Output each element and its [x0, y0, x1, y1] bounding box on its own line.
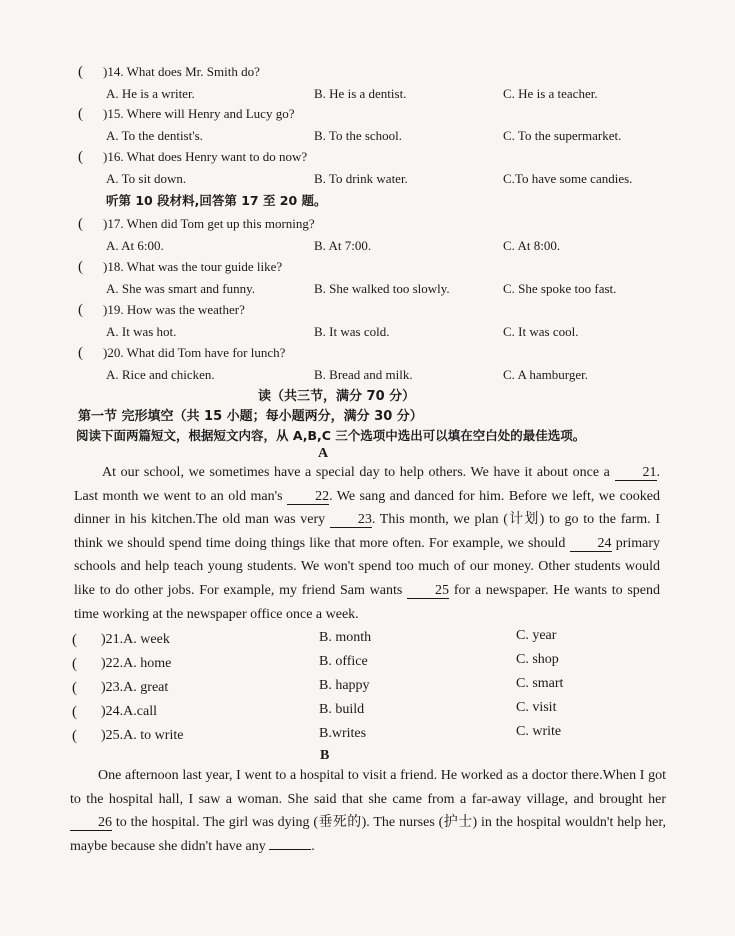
blank-26: 26 — [70, 816, 112, 831]
blank-25: 25 — [407, 584, 449, 599]
blank-23: 23 — [330, 513, 372, 528]
answer-paren[interactable]: ( — [78, 259, 83, 275]
option-b: B. month — [319, 630, 372, 645]
passage-a-text-2: . Last month we went to an old man's — [74, 465, 661, 504]
answer-paren[interactable]: ( — [72, 704, 77, 720]
passage-a-text-3: . We sang and danced for him. Before we left, we cooked dinner in his kitchen.The old man was very — [74, 488, 660, 528]
option-b: B. happy — [319, 678, 370, 693]
passage-a-text-4: . This month, we plan (计划) to go to the farm. I think we should spend time doing things like that more often. For example, we should — [74, 512, 661, 551]
option-a: A. He is a writer. — [106, 86, 195, 101]
instruction-material-10: 听第 10 段材料,回答第 17 至 20 题。 — [106, 193, 327, 208]
option-c: C. write — [516, 724, 562, 739]
option-c: C. At 8:00. — [503, 238, 561, 253]
option-b: B. build — [319, 702, 365, 717]
option-a: )25.A. to write — [101, 728, 184, 743]
cloze-instruction: 阅读下面两篇短文，根据短文内容，从 A,B,C 三个选项中选出可以填在空白处的最佳选项。 — [76, 428, 586, 443]
option-c: C. visit — [516, 700, 557, 715]
option-c: C. She spoke too fast. — [503, 281, 617, 296]
option-c: C.To have some candies. — [503, 171, 633, 186]
answer-paren[interactable]: ( — [78, 345, 83, 361]
option-a: )21.A. week — [101, 632, 170, 647]
option-a: )24.A.call — [101, 704, 157, 719]
option-c: C. A hamburger. — [503, 367, 588, 382]
passage-b-text-2: to the hospital. The girl was dying (垂死的). The nurses (护士) in the hospital wouldn't help her, maybe because she didn't have any — [70, 815, 666, 854]
option-b: B.writes — [319, 726, 367, 741]
option-a: A. To the dentist's. — [106, 128, 203, 143]
option-b: B. He is a dentist. — [314, 86, 407, 101]
passage-a — [74, 461, 660, 626]
option-b: B. She walked too slowly. — [314, 281, 450, 296]
answer-paren[interactable]: ( — [72, 728, 77, 744]
answer-paren[interactable]: ( — [72, 632, 77, 648]
option-b: B. At 7:00. — [314, 238, 372, 253]
blank-24: 24 — [570, 537, 612, 552]
answer-paren[interactable]: ( — [78, 149, 83, 165]
option-a: )22.A. home — [101, 656, 172, 671]
blank-21: 21 — [615, 466, 657, 481]
answer-paren[interactable]: ( — [78, 106, 83, 122]
option-c: C. He is a teacher. — [503, 86, 598, 101]
option-c: C. year — [516, 628, 557, 643]
answer-paren[interactable]: ( — [72, 680, 77, 696]
question-text: )18. What was the tour guide like? — [103, 259, 283, 274]
question-text: )20. What did Tom have for lunch? — [103, 345, 286, 360]
answer-paren[interactable]: ( — [78, 64, 83, 80]
passage-b-letter: B — [320, 748, 330, 763]
passage-b — [70, 764, 666, 858]
passage-b-text-3: . — [311, 838, 315, 854]
option-c: C. smart — [516, 676, 564, 691]
answer-paren[interactable]: ( — [78, 302, 83, 318]
blank-27 — [269, 849, 311, 850]
passage-a-text-1: At our school, we sometimes have a special day to help others. We have it about once a — [102, 465, 610, 480]
section-reading-heading: 读（共三节，满分 70 分） — [258, 389, 416, 404]
option-a: A. To sit down. — [106, 171, 187, 186]
option-a: A. She was smart and funny. — [106, 281, 255, 296]
option-a: A. It was hot. — [106, 324, 177, 339]
option-c: C. To the supermarket. — [503, 128, 622, 143]
option-a: A. Rice and chicken. — [106, 367, 215, 382]
passage-b-text-1: One afternoon last year, I went to a hospital to visit a friend. He worked as a doctor there.When I got to the hospital hall, I saw a woman. She said that she came from a far-away village, and brought her — [70, 768, 666, 807]
question-text: )17. When did Tom get up this morning? — [103, 216, 315, 231]
question-text: )14. What does Mr. Smith do? — [103, 64, 260, 79]
option-b: B. office — [319, 654, 368, 669]
section-cloze-heading: 第一节 完形填空（共 15 小题；每小题两分，满分 30 分） — [78, 409, 423, 424]
question-text: )16. What does Henry want to do now? — [103, 149, 308, 164]
passage-a-letter: A — [318, 446, 329, 461]
passage-a-text-6: for a newspaper. He wants to spend time working at the newspaper office once a week. — [74, 582, 661, 622]
option-c: C. shop — [516, 652, 559, 667]
option-a: )23.A. great — [101, 680, 169, 695]
option-b: B. It was cold. — [314, 324, 390, 339]
option-b: B. To drink water. — [314, 171, 408, 186]
option-b: B. To the school. — [314, 128, 403, 143]
answer-paren[interactable]: ( — [78, 216, 83, 232]
passage-a-text-5: primary schools and help teach young students. We won't spend too much of our money. Other students would like to do other jobs. For example, my friend Sam wants — [74, 535, 661, 598]
answer-paren[interactable]: ( — [72, 656, 77, 672]
option-b: B. Bread and milk. — [314, 367, 413, 382]
option-a: A. At 6:00. — [106, 238, 164, 253]
blank-22: 22 — [287, 490, 329, 505]
question-text: )15. Where will Henry and Lucy go? — [103, 106, 295, 121]
question-text: )19. How was the weather? — [103, 302, 245, 317]
option-c: C. It was cool. — [503, 324, 579, 339]
